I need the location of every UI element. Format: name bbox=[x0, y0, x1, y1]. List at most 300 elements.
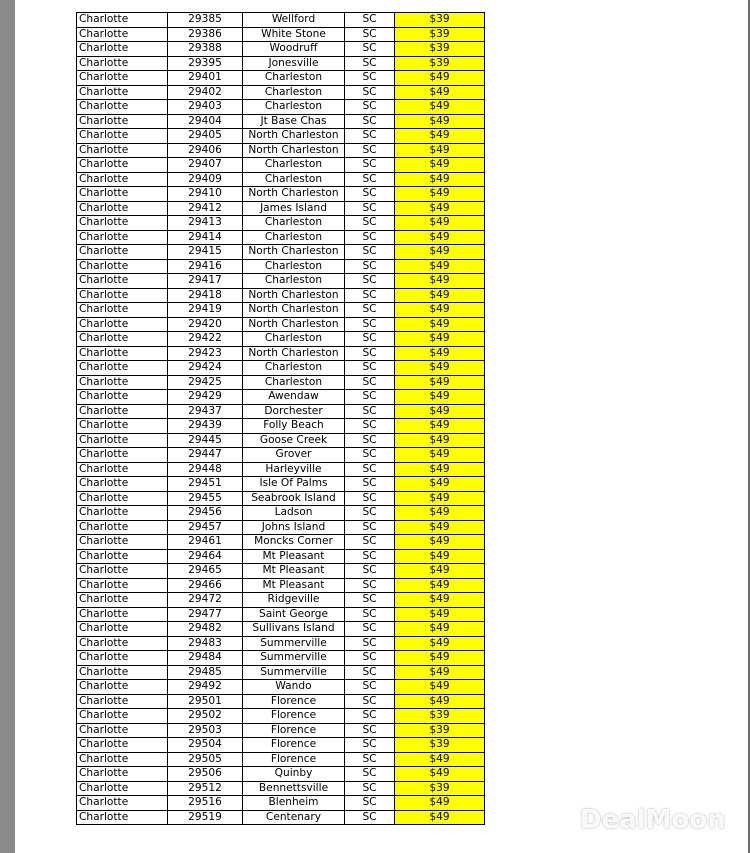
price-cell: $49 bbox=[395, 390, 485, 405]
city-cell: Mt Pleasant bbox=[243, 578, 345, 593]
state-cell: SC bbox=[345, 114, 395, 129]
price-cell: $39 bbox=[395, 27, 485, 42]
price-cell: $49 bbox=[395, 767, 485, 782]
city-cell: Summerville bbox=[243, 636, 345, 651]
city-cell: Charleston bbox=[243, 172, 345, 187]
zip-cell: 29512 bbox=[168, 781, 243, 796]
table-row bbox=[77, 259, 485, 274]
market-cell: Charlotte bbox=[77, 709, 168, 724]
table-row bbox=[77, 549, 485, 564]
price-cell: $49 bbox=[395, 361, 485, 376]
zip-cell: 29429 bbox=[168, 390, 243, 405]
table-row bbox=[77, 158, 485, 173]
city-cell: Charleston bbox=[243, 259, 345, 274]
city-cell: Seabrook Island bbox=[243, 491, 345, 506]
city-cell: North Charleston bbox=[243, 303, 345, 318]
zip-cell: 29409 bbox=[168, 172, 243, 187]
table-row bbox=[77, 651, 485, 666]
city-cell: Blenheim bbox=[243, 796, 345, 811]
state-cell: SC bbox=[345, 390, 395, 405]
market-cell: Charlotte bbox=[77, 578, 168, 593]
price-cell: $49 bbox=[395, 346, 485, 361]
zip-cell: 29413 bbox=[168, 216, 243, 231]
market-cell: Charlotte bbox=[77, 506, 168, 521]
table-row bbox=[77, 491, 485, 506]
price-cell: $39 bbox=[395, 709, 485, 724]
table-row bbox=[77, 433, 485, 448]
price-cell: $49 bbox=[395, 607, 485, 622]
price-cell: $49 bbox=[395, 274, 485, 289]
price-cell: $49 bbox=[395, 752, 485, 767]
state-cell: SC bbox=[345, 187, 395, 202]
zip-cell: 29504 bbox=[168, 738, 243, 753]
price-cell: $49 bbox=[395, 201, 485, 216]
watermark-text: DealMoon bbox=[580, 805, 726, 835]
price-cell: $49 bbox=[395, 332, 485, 347]
state-cell: SC bbox=[345, 781, 395, 796]
zip-cell: 29386 bbox=[168, 27, 243, 42]
price-cell: $49 bbox=[395, 680, 485, 695]
state-cell: SC bbox=[345, 810, 395, 825]
table-row bbox=[77, 346, 485, 361]
market-cell: Charlotte bbox=[77, 723, 168, 738]
city-cell: Charleston bbox=[243, 71, 345, 86]
zip-cell: 29406 bbox=[168, 143, 243, 158]
city-cell: Goose Creek bbox=[243, 433, 345, 448]
state-cell: SC bbox=[345, 245, 395, 260]
state-cell: SC bbox=[345, 317, 395, 332]
market-cell: Charlotte bbox=[77, 390, 168, 405]
market-cell: Charlotte bbox=[77, 42, 168, 57]
zip-cell: 29401 bbox=[168, 71, 243, 86]
zip-cell: 29407 bbox=[168, 158, 243, 173]
state-cell: SC bbox=[345, 636, 395, 651]
city-cell: Quinby bbox=[243, 767, 345, 782]
zip-cell: 29402 bbox=[168, 85, 243, 100]
price-cell: $49 bbox=[395, 172, 485, 187]
zip-cell: 29388 bbox=[168, 42, 243, 57]
state-cell: SC bbox=[345, 100, 395, 115]
state-cell: SC bbox=[345, 462, 395, 477]
zip-cell: 29506 bbox=[168, 767, 243, 782]
city-cell: Wando bbox=[243, 680, 345, 695]
city-cell: Jt Base Chas bbox=[243, 114, 345, 129]
market-cell: Charlotte bbox=[77, 651, 168, 666]
state-cell: SC bbox=[345, 13, 395, 28]
table-row bbox=[77, 56, 485, 71]
table-row bbox=[77, 535, 485, 550]
state-cell: SC bbox=[345, 767, 395, 782]
market-cell: Charlotte bbox=[77, 85, 168, 100]
market-cell: Charlotte bbox=[77, 317, 168, 332]
table-row bbox=[77, 622, 485, 637]
price-cell: $49 bbox=[395, 187, 485, 202]
city-cell: North Charleston bbox=[243, 288, 345, 303]
zip-price-table bbox=[76, 12, 485, 825]
city-cell: Charleston bbox=[243, 230, 345, 245]
zip-cell: 29404 bbox=[168, 114, 243, 129]
zip-cell: 29492 bbox=[168, 680, 243, 695]
market-cell: Charlotte bbox=[77, 752, 168, 767]
city-cell: North Charleston bbox=[243, 346, 345, 361]
state-cell: SC bbox=[345, 477, 395, 492]
table-row bbox=[77, 404, 485, 419]
table-row bbox=[77, 520, 485, 535]
city-cell: North Charleston bbox=[243, 129, 345, 144]
city-cell: Mt Pleasant bbox=[243, 549, 345, 564]
market-cell: Charlotte bbox=[77, 796, 168, 811]
table-row bbox=[77, 274, 485, 289]
state-cell: SC bbox=[345, 491, 395, 506]
state-cell: SC bbox=[345, 419, 395, 434]
table-row bbox=[77, 767, 485, 782]
price-cell: $39 bbox=[395, 42, 485, 57]
city-cell: Charleston bbox=[243, 85, 345, 100]
market-cell: Charlotte bbox=[77, 636, 168, 651]
state-cell: SC bbox=[345, 27, 395, 42]
market-cell: Charlotte bbox=[77, 274, 168, 289]
table-row bbox=[77, 317, 485, 332]
table-row bbox=[77, 100, 485, 115]
zip-cell: 29424 bbox=[168, 361, 243, 376]
state-cell: SC bbox=[345, 535, 395, 550]
table-row bbox=[77, 71, 485, 86]
state-cell: SC bbox=[345, 303, 395, 318]
zip-cell: 29505 bbox=[168, 752, 243, 767]
city-cell: Charleston bbox=[243, 375, 345, 390]
market-cell: Charlotte bbox=[77, 622, 168, 637]
state-cell: SC bbox=[345, 332, 395, 347]
table-row bbox=[77, 172, 485, 187]
zip-cell: 29418 bbox=[168, 288, 243, 303]
market-cell: Charlotte bbox=[77, 71, 168, 86]
market-cell: Charlotte bbox=[77, 230, 168, 245]
state-cell: SC bbox=[345, 85, 395, 100]
zip-cell: 29483 bbox=[168, 636, 243, 651]
state-cell: SC bbox=[345, 56, 395, 71]
price-cell: $49 bbox=[395, 245, 485, 260]
market-cell: Charlotte bbox=[77, 520, 168, 535]
market-cell: Charlotte bbox=[77, 419, 168, 434]
city-cell: Ladson bbox=[243, 506, 345, 521]
table-row bbox=[77, 578, 485, 593]
table-row bbox=[77, 810, 485, 825]
city-cell: Mt Pleasant bbox=[243, 564, 345, 579]
table-row bbox=[77, 85, 485, 100]
market-cell: Charlotte bbox=[77, 694, 168, 709]
state-cell: SC bbox=[345, 796, 395, 811]
zip-cell: 29417 bbox=[168, 274, 243, 289]
city-cell: Charleston bbox=[243, 158, 345, 173]
watermark bbox=[536, 800, 726, 840]
city-cell: North Charleston bbox=[243, 143, 345, 158]
state-cell: SC bbox=[345, 680, 395, 695]
price-cell: $49 bbox=[395, 593, 485, 608]
state-cell: SC bbox=[345, 622, 395, 637]
table-row bbox=[77, 201, 485, 216]
table-row bbox=[77, 723, 485, 738]
city-cell: Saint George bbox=[243, 607, 345, 622]
zip-cell: 29437 bbox=[168, 404, 243, 419]
table-row bbox=[77, 448, 485, 463]
price-cell: $49 bbox=[395, 303, 485, 318]
city-cell: White Stone bbox=[243, 27, 345, 42]
zip-cell: 29465 bbox=[168, 564, 243, 579]
zip-cell: 29423 bbox=[168, 346, 243, 361]
price-cell: $39 bbox=[395, 781, 485, 796]
table-row bbox=[77, 709, 485, 724]
state-cell: SC bbox=[345, 578, 395, 593]
state-cell: SC bbox=[345, 448, 395, 463]
table-row bbox=[77, 738, 485, 753]
table-row bbox=[77, 694, 485, 709]
zip-cell: 29519 bbox=[168, 810, 243, 825]
market-cell: Charlotte bbox=[77, 767, 168, 782]
table-body bbox=[77, 13, 485, 825]
zip-cell: 29403 bbox=[168, 100, 243, 115]
zip-cell: 29451 bbox=[168, 477, 243, 492]
state-cell: SC bbox=[345, 143, 395, 158]
city-cell: Moncks Corner bbox=[243, 535, 345, 550]
state-cell: SC bbox=[345, 375, 395, 390]
price-cell: $49 bbox=[395, 535, 485, 550]
zip-cell: 29414 bbox=[168, 230, 243, 245]
market-cell: Charlotte bbox=[77, 27, 168, 42]
state-cell: SC bbox=[345, 259, 395, 274]
price-cell: $39 bbox=[395, 56, 485, 71]
table-row bbox=[77, 27, 485, 42]
market-cell: Charlotte bbox=[77, 375, 168, 390]
city-cell: Jonesville bbox=[243, 56, 345, 71]
price-cell: $49 bbox=[395, 317, 485, 332]
table-row bbox=[77, 506, 485, 521]
market-cell: Charlotte bbox=[77, 100, 168, 115]
market-cell: Charlotte bbox=[77, 607, 168, 622]
market-cell: Charlotte bbox=[77, 810, 168, 825]
city-cell: Folly Beach bbox=[243, 419, 345, 434]
city-cell: Florence bbox=[243, 694, 345, 709]
price-cell: $49 bbox=[395, 85, 485, 100]
price-cell: $49 bbox=[395, 491, 485, 506]
price-cell: $49 bbox=[395, 477, 485, 492]
price-cell: $49 bbox=[395, 433, 485, 448]
table-row bbox=[77, 42, 485, 57]
table-row bbox=[77, 680, 485, 695]
market-cell: Charlotte bbox=[77, 477, 168, 492]
table-row bbox=[77, 375, 485, 390]
market-cell: Charlotte bbox=[77, 491, 168, 506]
state-cell: SC bbox=[345, 752, 395, 767]
dealmoon-logo-icon bbox=[536, 801, 574, 839]
market-cell: Charlotte bbox=[77, 143, 168, 158]
city-cell: Charleston bbox=[243, 100, 345, 115]
zip-cell: 29503 bbox=[168, 723, 243, 738]
table-row bbox=[77, 245, 485, 260]
market-cell: Charlotte bbox=[77, 245, 168, 260]
city-cell: Florence bbox=[243, 709, 345, 724]
zip-cell: 29477 bbox=[168, 607, 243, 622]
state-cell: SC bbox=[345, 346, 395, 361]
city-cell: Florence bbox=[243, 723, 345, 738]
city-cell: Charleston bbox=[243, 332, 345, 347]
zip-cell: 29410 bbox=[168, 187, 243, 202]
zip-cell: 29455 bbox=[168, 491, 243, 506]
price-cell: $49 bbox=[395, 375, 485, 390]
price-cell: $39 bbox=[395, 738, 485, 753]
zip-cell: 29466 bbox=[168, 578, 243, 593]
state-cell: SC bbox=[345, 593, 395, 608]
table-row bbox=[77, 781, 485, 796]
city-cell: North Charleston bbox=[243, 187, 345, 202]
market-cell: Charlotte bbox=[77, 448, 168, 463]
state-cell: SC bbox=[345, 172, 395, 187]
state-cell: SC bbox=[345, 129, 395, 144]
price-cell: $49 bbox=[395, 694, 485, 709]
zip-cell: 29485 bbox=[168, 665, 243, 680]
market-cell: Charlotte bbox=[77, 680, 168, 695]
table-row bbox=[77, 303, 485, 318]
table-row bbox=[77, 665, 485, 680]
zip-cell: 29395 bbox=[168, 56, 243, 71]
table-row bbox=[77, 593, 485, 608]
zip-cell: 29425 bbox=[168, 375, 243, 390]
price-cell: $49 bbox=[395, 636, 485, 651]
city-cell: Bennettsville bbox=[243, 781, 345, 796]
price-cell: $49 bbox=[395, 129, 485, 144]
state-cell: SC bbox=[345, 201, 395, 216]
price-cell: $49 bbox=[395, 796, 485, 811]
table-row bbox=[77, 143, 485, 158]
market-cell: Charlotte bbox=[77, 433, 168, 448]
zip-cell: 29420 bbox=[168, 317, 243, 332]
market-cell: Charlotte bbox=[77, 738, 168, 753]
market-cell: Charlotte bbox=[77, 56, 168, 71]
state-cell: SC bbox=[345, 694, 395, 709]
market-cell: Charlotte bbox=[77, 346, 168, 361]
table-row bbox=[77, 332, 485, 347]
table-row bbox=[77, 13, 485, 28]
city-cell: Florence bbox=[243, 738, 345, 753]
table-row bbox=[77, 752, 485, 767]
price-cell: $39 bbox=[395, 723, 485, 738]
city-cell: Johns Island bbox=[243, 520, 345, 535]
city-cell: Charleston bbox=[243, 274, 345, 289]
market-cell: Charlotte bbox=[77, 665, 168, 680]
price-cell: $49 bbox=[395, 520, 485, 535]
city-cell: Charleston bbox=[243, 361, 345, 376]
price-cell: $49 bbox=[395, 143, 485, 158]
zip-cell: 29447 bbox=[168, 448, 243, 463]
table-row bbox=[77, 419, 485, 434]
market-cell: Charlotte bbox=[77, 781, 168, 796]
zip-cell: 29502 bbox=[168, 709, 243, 724]
market-cell: Charlotte bbox=[77, 549, 168, 564]
price-cell: $49 bbox=[395, 100, 485, 115]
state-cell: SC bbox=[345, 71, 395, 86]
table-row bbox=[77, 288, 485, 303]
price-cell: $49 bbox=[395, 578, 485, 593]
price-cell: $49 bbox=[395, 259, 485, 274]
state-cell: SC bbox=[345, 216, 395, 231]
market-cell: Charlotte bbox=[77, 114, 168, 129]
state-cell: SC bbox=[345, 665, 395, 680]
market-cell: Charlotte bbox=[77, 259, 168, 274]
state-cell: SC bbox=[345, 506, 395, 521]
zip-cell: 29484 bbox=[168, 651, 243, 666]
price-cell: $49 bbox=[395, 114, 485, 129]
price-cell: $49 bbox=[395, 622, 485, 637]
table-row bbox=[77, 477, 485, 492]
city-cell: Sullivans Island bbox=[243, 622, 345, 637]
zip-cell: 29419 bbox=[168, 303, 243, 318]
price-cell: $49 bbox=[395, 158, 485, 173]
city-cell: Florence bbox=[243, 752, 345, 767]
market-cell: Charlotte bbox=[77, 172, 168, 187]
city-cell: Centenary bbox=[243, 810, 345, 825]
zip-cell: 29412 bbox=[168, 201, 243, 216]
market-cell: Charlotte bbox=[77, 288, 168, 303]
state-cell: SC bbox=[345, 230, 395, 245]
city-cell: North Charleston bbox=[243, 245, 345, 260]
zip-cell: 29439 bbox=[168, 419, 243, 434]
state-cell: SC bbox=[345, 274, 395, 289]
city-cell: North Charleston bbox=[243, 317, 345, 332]
market-cell: Charlotte bbox=[77, 13, 168, 28]
market-cell: Charlotte bbox=[77, 201, 168, 216]
zip-cell: 29456 bbox=[168, 506, 243, 521]
city-cell: Woodruff bbox=[243, 42, 345, 57]
market-cell: Charlotte bbox=[77, 462, 168, 477]
state-cell: SC bbox=[345, 651, 395, 666]
zip-cell: 29464 bbox=[168, 549, 243, 564]
market-cell: Charlotte bbox=[77, 564, 168, 579]
state-cell: SC bbox=[345, 709, 395, 724]
table-row bbox=[77, 607, 485, 622]
zip-cell: 29472 bbox=[168, 593, 243, 608]
zip-cell: 29501 bbox=[168, 694, 243, 709]
price-cell: $49 bbox=[395, 462, 485, 477]
table-row bbox=[77, 114, 485, 129]
zip-cell: 29445 bbox=[168, 433, 243, 448]
city-cell: James Island bbox=[243, 201, 345, 216]
state-cell: SC bbox=[345, 433, 395, 448]
zip-cell: 29516 bbox=[168, 796, 243, 811]
zip-cell: 29482 bbox=[168, 622, 243, 637]
price-cell: $49 bbox=[395, 651, 485, 666]
price-cell: $49 bbox=[395, 506, 485, 521]
price-cell: $39 bbox=[395, 13, 485, 28]
price-cell: $49 bbox=[395, 810, 485, 825]
zip-cell: 29422 bbox=[168, 332, 243, 347]
market-cell: Charlotte bbox=[77, 361, 168, 376]
price-cell: $49 bbox=[395, 564, 485, 579]
market-cell: Charlotte bbox=[77, 129, 168, 144]
market-cell: Charlotte bbox=[77, 158, 168, 173]
zip-cell: 29385 bbox=[168, 13, 243, 28]
market-cell: Charlotte bbox=[77, 332, 168, 347]
zip-cell: 29461 bbox=[168, 535, 243, 550]
table-row bbox=[77, 230, 485, 245]
market-cell: Charlotte bbox=[77, 216, 168, 231]
price-cell: $49 bbox=[395, 230, 485, 245]
price-cell: $49 bbox=[395, 71, 485, 86]
state-cell: SC bbox=[345, 549, 395, 564]
price-cell: $49 bbox=[395, 549, 485, 564]
market-cell: Charlotte bbox=[77, 187, 168, 202]
price-cell: $49 bbox=[395, 419, 485, 434]
price-cell: $49 bbox=[395, 665, 485, 680]
city-cell: Awendaw bbox=[243, 390, 345, 405]
